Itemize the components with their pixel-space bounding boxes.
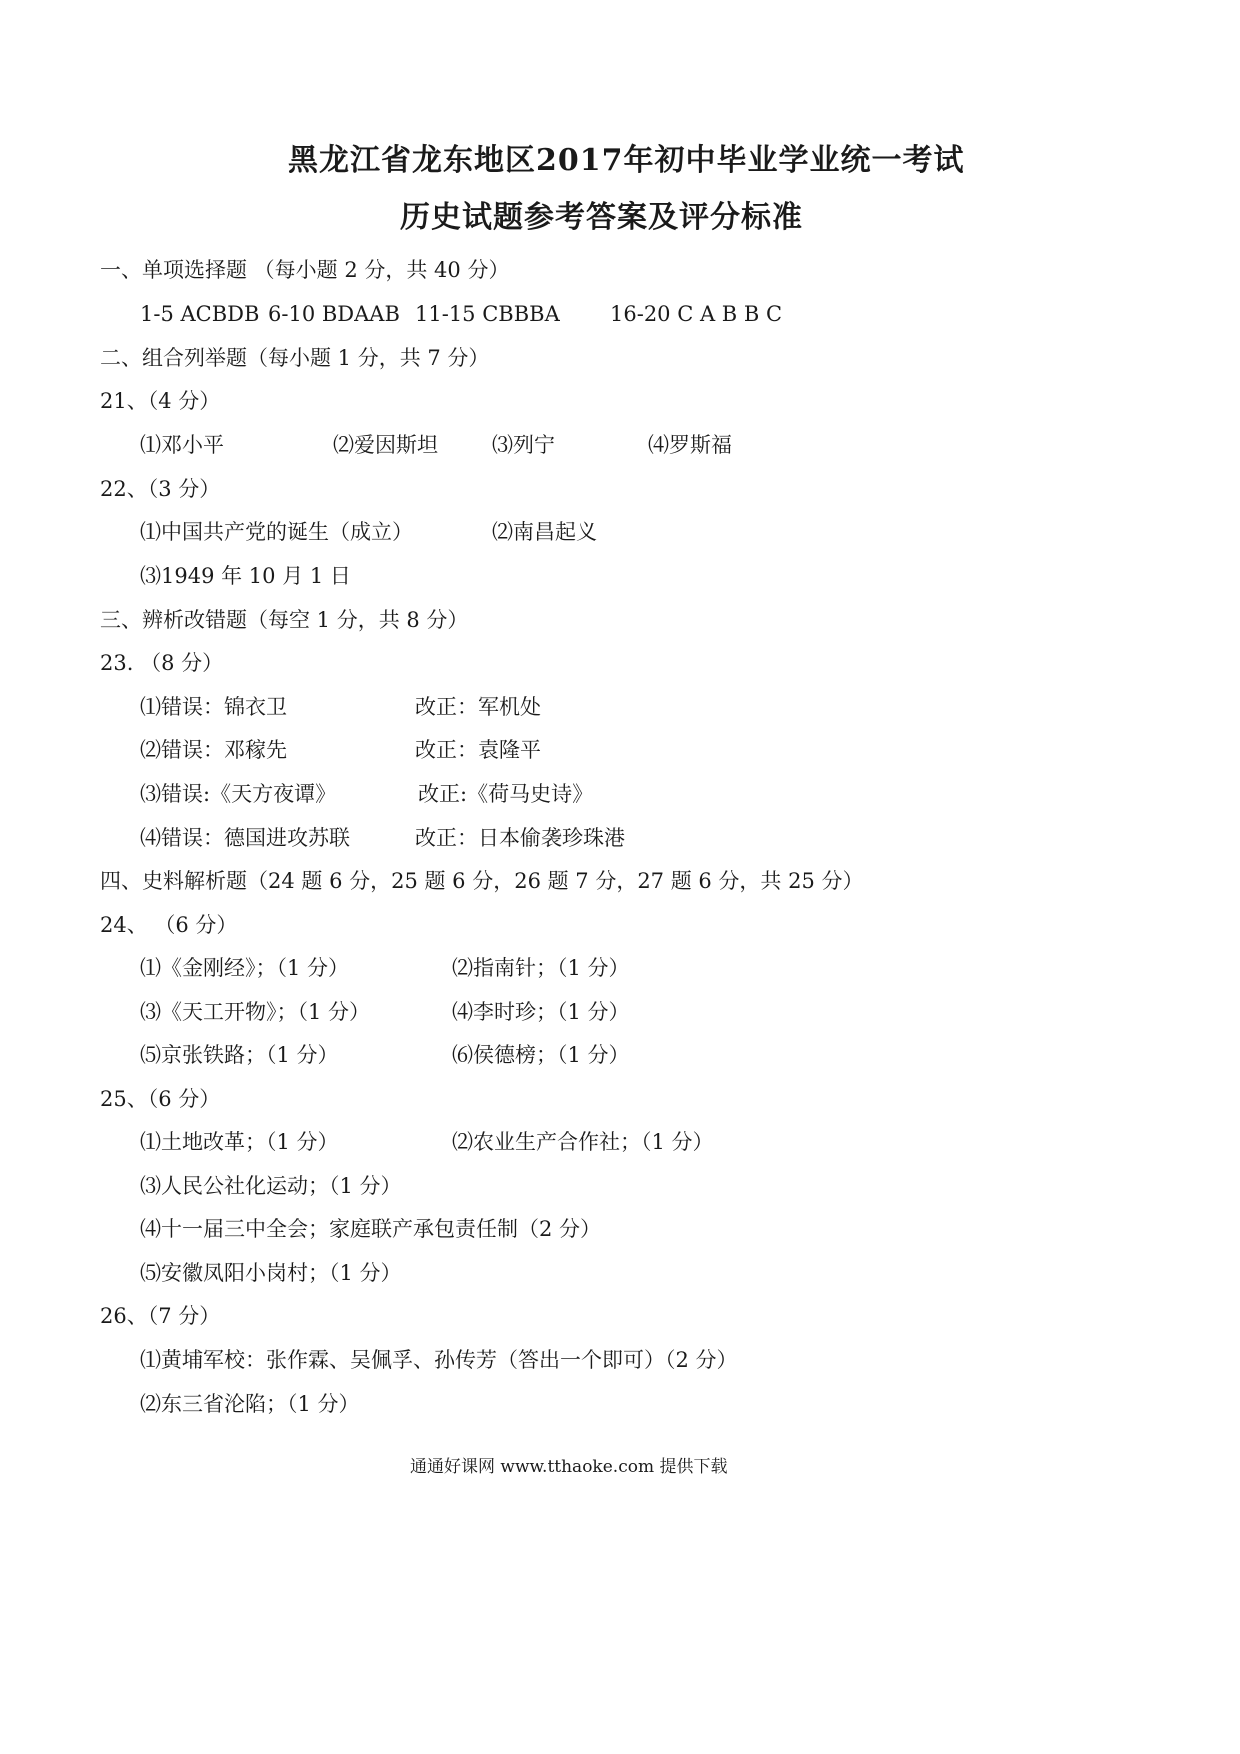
- q24-item: ⑹侯德榜；（1 分）: [452, 1043, 630, 1067]
- q22-item: ⑴中国共产党的诞生（成立）: [140, 520, 413, 544]
- q25-item: ⑶人民公社化运动；（1 分）: [140, 1174, 402, 1198]
- q21-item: ⑶列宁: [492, 433, 555, 457]
- section-3-heading: 三、辨析改错题（每空 1 分，共 8 分）: [100, 608, 469, 632]
- q24-item: ⑷李时珍；（1 分）: [452, 1000, 630, 1024]
- q21-item: ⑵爱因斯坦: [333, 433, 438, 457]
- q24-item: ⑶《天工开物》；（1 分）: [140, 1000, 371, 1024]
- q23-fix: 改正:《荷马史诗》: [418, 782, 594, 806]
- q25-item: ⑵农业生产合作社；（1 分）: [452, 1130, 714, 1154]
- q23-error: ⑶错误:《天方夜谭》: [140, 782, 337, 806]
- section-2-heading: 二、组合列举题（每小题 1 分，共 7 分）: [100, 346, 490, 370]
- q25-heading: 25、（6 分）: [100, 1087, 221, 1111]
- q23-error: ⑵错误：邓稼先: [140, 738, 287, 762]
- q25-item: ⑷十一届三中全会；家庭联产承包责任制（2 分）: [140, 1217, 602, 1241]
- q22-heading: 22、（3 分）: [100, 477, 221, 501]
- q26-heading: 26、（7 分）: [100, 1304, 221, 1328]
- page-title: 黑龙江省龙东地区2017年初中毕业学业统一考试: [288, 143, 965, 178]
- section-4-heading: 四、史料解析题（24 题 6 分，25 题 6 分，26 题 7 分，27 题 6 分，共 25 分）: [100, 869, 864, 893]
- q24-item: ⑵指南针；（1 分）: [452, 956, 630, 980]
- q24-item: ⑴《金刚经》；（1 分）: [140, 956, 350, 980]
- q21-heading: 21、（4 分）: [100, 389, 221, 413]
- answer-group: 11-15 CBBBA: [415, 302, 560, 326]
- q23-fix: 改正：日本偷袭珍珠港: [415, 826, 625, 850]
- q25-item: ⑸安徽凤阳小岗村；（1 分）: [140, 1261, 402, 1285]
- q21-item: ⑴邓小平: [140, 433, 224, 457]
- q25-item: ⑴土地改革；（1 分）: [140, 1130, 339, 1154]
- q24-heading: 24、 （6 分）: [100, 913, 238, 937]
- q21-item: ⑷罗斯福: [648, 433, 732, 457]
- q23-fix: 改正：军机处: [415, 695, 541, 719]
- answer-group: 1-5 ACBDB: [140, 302, 260, 326]
- q23-heading: 23. （8 分）: [100, 651, 224, 675]
- q26-item: ⑴黄埔军校：张作霖、吴佩孚、孙传芳（答出一个即可）（2 分）: [140, 1348, 738, 1372]
- footer-text: 通通好课网 www.tthaoke.com 提供下载: [410, 1457, 728, 1477]
- q22-item: ⑵南昌起义: [492, 520, 597, 544]
- answer-group: 16-20 C A B B C: [610, 302, 783, 326]
- q23-error: ⑴错误：锦衣卫: [140, 695, 287, 719]
- q24-item: ⑸京张铁路；（1 分）: [140, 1043, 339, 1067]
- q23-fix: 改正：袁隆平: [415, 738, 541, 762]
- q22-item: ⑶1949 年 10 月 1 日: [140, 564, 351, 588]
- q23-error: ⑷错误：德国进攻苏联: [140, 826, 350, 850]
- section-1-heading: 一、单项选择题 （每小题 2 分，共 40 分）: [100, 258, 510, 282]
- answer-group: 6-10 BDAAB: [268, 302, 400, 326]
- q26-item: ⑵东三省沦陷；（1 分）: [140, 1392, 360, 1416]
- page-subtitle: 历史试题参考答案及评分标准: [400, 200, 803, 235]
